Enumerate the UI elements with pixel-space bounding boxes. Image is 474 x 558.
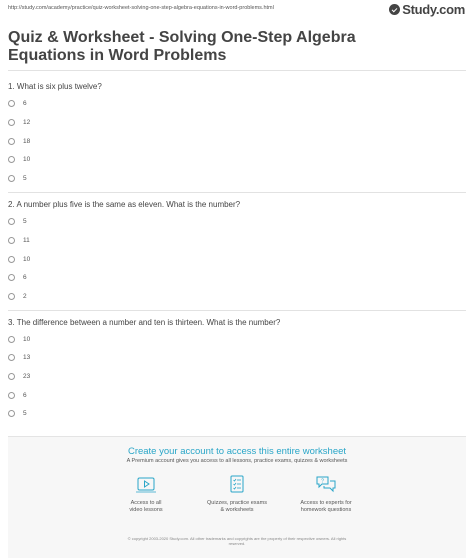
study-logo[interactable] xyxy=(389,2,465,17)
q2-option-3[interactable]: 10 xyxy=(8,256,30,263)
q1-option-1[interactable]: 6 xyxy=(8,100,27,107)
premium-cta-panel xyxy=(8,436,466,558)
radio-button-icon[interactable] xyxy=(8,218,15,225)
radio-button-icon[interactable] xyxy=(8,410,15,417)
worksheet-title: Quiz & Worksheet - Solving One-Step Algebra Equations in Word Problems xyxy=(8,29,356,64)
radio-button-icon[interactable] xyxy=(8,274,15,281)
q2-option-5[interactable]: 2 xyxy=(8,293,27,300)
q3-option-2[interactable]: 13 xyxy=(8,354,30,361)
q1-option-2[interactable]: 12 xyxy=(8,119,30,126)
q3-option-3[interactable]: 23 xyxy=(8,373,30,380)
copyright-notice: © copyright 2003-2020 Study.com. All other trademarks and copyrights are the property of their respective owners. All rights reserved. xyxy=(127,536,347,546)
radio-button-icon[interactable] xyxy=(8,293,15,300)
svg-text:?: ? xyxy=(321,478,324,485)
question-3: 3. The difference between a number and ten is thirteen. What is the number? xyxy=(8,318,281,327)
question-divider xyxy=(8,310,466,311)
chat-bubbles-icon xyxy=(315,475,337,493)
q3-option-1[interactable]: 10 xyxy=(8,336,30,343)
feature-experts: ? Access to experts for homework questions xyxy=(286,475,366,514)
radio-button-icon[interactable] xyxy=(8,256,15,263)
checklist-icon xyxy=(226,475,248,493)
radio-button-icon[interactable] xyxy=(8,336,15,343)
radio-button-icon[interactable] xyxy=(8,373,15,380)
create-account-link[interactable]: Create your account to access this entire worksheet xyxy=(127,446,347,457)
video-lesson-icon xyxy=(135,475,157,493)
brand-name: Study.com xyxy=(402,2,465,17)
radio-button-icon[interactable] xyxy=(8,100,15,107)
radio-button-icon[interactable] xyxy=(8,237,15,244)
radio-button-icon[interactable] xyxy=(8,392,15,399)
q1-option-3[interactable]: 18 xyxy=(8,138,30,145)
q2-option-1[interactable]: 5 xyxy=(8,218,27,225)
question-divider xyxy=(8,192,466,193)
q3-option-4[interactable]: 6 xyxy=(8,392,27,399)
q2-option-2[interactable]: 11 xyxy=(8,237,30,244)
feature-video-lessons: Access to all video lessons xyxy=(106,475,186,514)
question-1: 1. What is six plus twelve? xyxy=(8,82,102,91)
feature-quizzes: Quizzes, practice exams & worksheets xyxy=(197,475,277,514)
q1-option-4[interactable]: 10 xyxy=(8,156,30,163)
question-2: 2. A number plus five is the same as eleven. What is the number? xyxy=(8,200,241,209)
radio-button-icon[interactable] xyxy=(8,138,15,145)
q1-option-5[interactable]: 5 xyxy=(8,175,27,182)
page-url: http://study.com/academy/practice/quiz-worksheet-solving-one-step-algebra-equations-in-word-problems.html xyxy=(8,5,274,11)
premium-description: A Premium account gives you access to all lessons, practice exams, quizzes & worksheets xyxy=(126,458,348,464)
q2-option-4[interactable]: 6 xyxy=(8,274,27,281)
radio-button-icon[interactable] xyxy=(8,156,15,163)
radio-button-icon[interactable] xyxy=(8,175,15,182)
checkmark-logo-icon xyxy=(389,4,400,15)
radio-button-icon[interactable] xyxy=(8,119,15,126)
radio-button-icon[interactable] xyxy=(8,354,15,361)
title-divider xyxy=(8,70,466,71)
q3-option-5[interactable]: 5 xyxy=(8,410,27,417)
